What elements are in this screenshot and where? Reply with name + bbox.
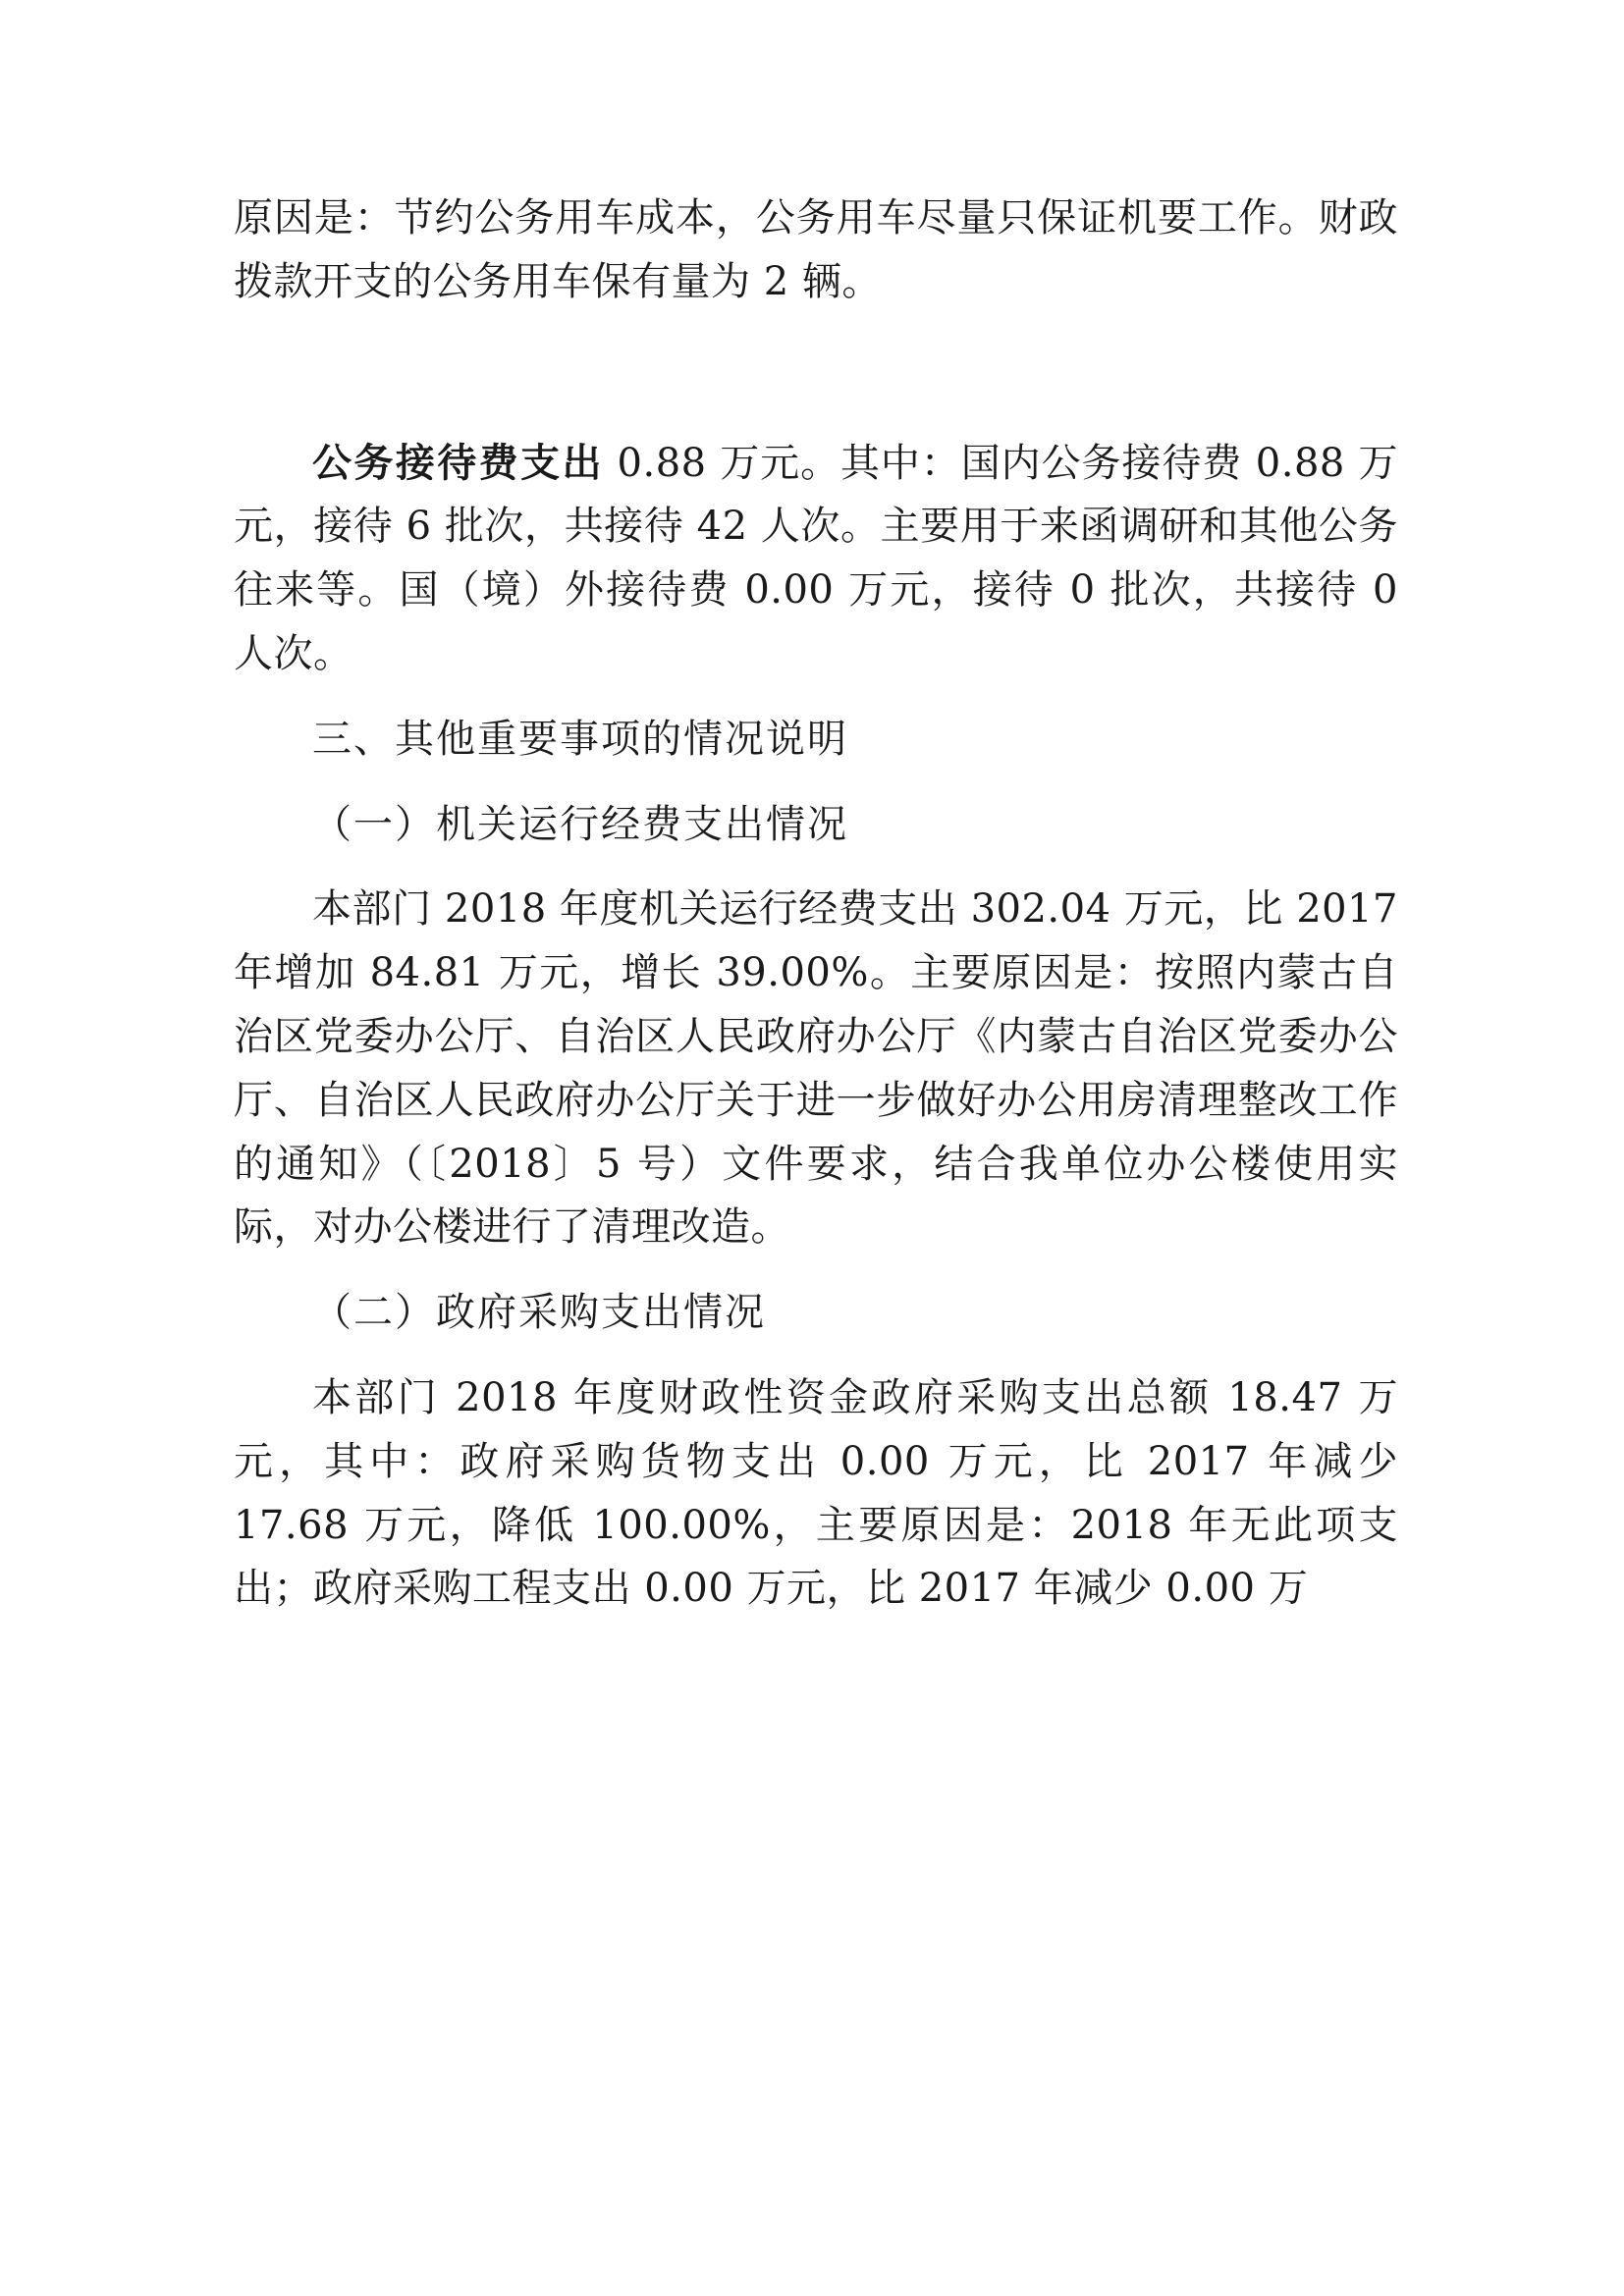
official-hospitality-text: 0.88 万元。其中：国内公务接待费 0.88 万元，接待 6 批次，共接待 42 人次。主要用于来函调研和其他公务往来等。国（境）外接待费 0.00 万元，接待 0 批次，共接待 0 人次。 (234, 440, 1399, 676)
official-hospitality-lead: 公务接待费支出 (312, 439, 604, 486)
paragraph-vehicle-cost-reason: 原因是：节约公务用车成本，公务用车尽量只保证机要工作。财政拨款开支的公务用车保有量为 2 辆。 (234, 195, 1398, 304)
paragraph-spacer (234, 686, 1398, 708)
paragraph-spacer (234, 1345, 1398, 1366)
paragraph-spacer (234, 772, 1398, 793)
heading-other-important-matters: 三、其他重要事项的情况说明 (312, 716, 848, 762)
paragraph-spacer (234, 856, 1398, 878)
heading-government-procurement: （二）政府采购支出情况 (312, 1290, 766, 1336)
paragraph-spacer (234, 1259, 1398, 1281)
paragraph-spacer (234, 314, 1398, 432)
paragraph-agency-operating-expenses-body: 本部门 2018 年度机关运行经费支出 302.04 万元，比 2017 年增加 84.81 万元，增长 39.00%。主要原因是：按照内蒙古自治区党委办公厅、自治区人民政府办公厅《内蒙古自治区党委办公厅、自治区人民政府办公厅关于进一步做好办公用房清理整改工作的通知》（〔2018〕5 号）文件要求，结合我单位办公楼使用实际，对办公楼进行了清理改造。 (234, 886, 1398, 1251)
document-body (234, 187, 1398, 1621)
paragraph-government-procurement-body: 本部门 2018 年度财政性资金政府采购支出总额 18.47 万元，其中：政府采购货物支出 0.00 万元，比 2017 年减少 17.68 万元，降低 100.00%，主要原因是：2018 年无此项支出；政府采购工程支出 0.00 万元，比 2017 年减少 0.00 万 (234, 1374, 1398, 1612)
heading-agency-operating-expenses: （一）机关运行经费支出情况 (312, 801, 848, 847)
paragraph-official-hospitality (234, 432, 1398, 686)
